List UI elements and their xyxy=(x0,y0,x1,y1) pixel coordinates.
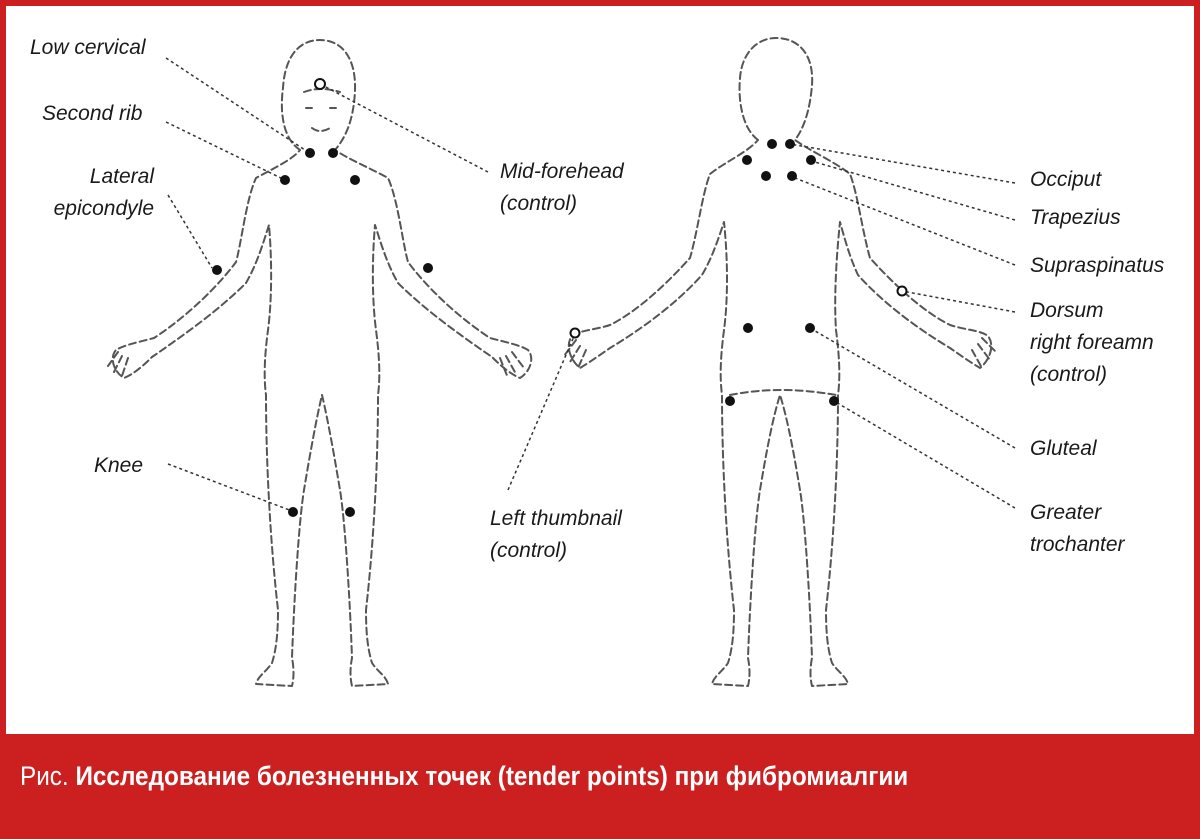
point-trapezius-right xyxy=(806,155,816,165)
leader-knee xyxy=(168,464,292,511)
leader-mid-forehead xyxy=(320,84,488,172)
point-occiput-right xyxy=(785,139,795,149)
point-lateral-epicondyle-right xyxy=(423,263,433,273)
point-second-rib-right xyxy=(350,175,360,185)
control-point-dorsum-forearm xyxy=(898,287,907,296)
point-low-cervical-left xyxy=(305,148,315,158)
point-gluteal-right xyxy=(805,323,815,333)
leader-supraspinatus xyxy=(790,176,1015,265)
point-supraspinatus-left xyxy=(761,171,771,181)
leader-lines xyxy=(166,58,1015,511)
leader-gluteal xyxy=(810,328,1015,448)
body-diagram xyxy=(6,6,1194,734)
control-point-mid-forehead xyxy=(315,79,325,89)
back-figure-outline xyxy=(569,38,992,686)
front-hands-fingers xyxy=(108,352,524,378)
point-occiput-left xyxy=(767,139,777,149)
label-left-thumbnail: Left thumbnail (control) xyxy=(490,507,622,562)
label-dorsum-forearm: Dorsum right foreamn (control) xyxy=(1030,299,1154,386)
label-second-rib: Second rib xyxy=(42,102,143,125)
point-knee-left xyxy=(288,507,298,517)
caption-text: Исследование болезненных точек (tender points) при фибромиалгии xyxy=(75,761,909,791)
label-lateral-epicondyle: Lateral epicondyle xyxy=(53,165,154,220)
leader-trapezius xyxy=(808,160,1015,220)
back-hands-fingers xyxy=(564,338,996,368)
front-figure-outline xyxy=(113,40,532,686)
point-second-rib-left xyxy=(280,175,290,185)
label-supraspinatus: Supraspinatus xyxy=(1030,254,1165,277)
point-knee-right xyxy=(345,507,355,517)
leader-low-cervical xyxy=(166,58,305,150)
label-trapezius: Trapezius xyxy=(1030,206,1121,229)
figure-caption xyxy=(20,752,908,800)
back-hip-line xyxy=(730,390,836,395)
point-trapezius-left xyxy=(742,155,752,165)
leader-lateral-epicondyle xyxy=(168,195,212,268)
caption-prefix: Рис. xyxy=(20,761,69,791)
point-greater-trochanter-left xyxy=(725,396,735,406)
label-low-cervical: Low cervical xyxy=(30,36,146,59)
diagram-panel xyxy=(6,6,1194,734)
leader-dorsum-forearm xyxy=(902,291,1015,312)
point-greater-trochanter-right xyxy=(829,396,839,406)
label-knee: Knee xyxy=(94,454,144,477)
label-occiput: Occiput xyxy=(1030,168,1102,191)
point-supraspinatus-right xyxy=(787,171,797,181)
leader-occiput xyxy=(790,144,1015,183)
leader-left-thumbnail xyxy=(508,334,575,490)
control-point-left-thumbnail xyxy=(571,329,580,338)
point-lateral-epicondyle-left xyxy=(212,265,222,275)
point-gluteal-left xyxy=(743,323,753,333)
label-mid-forehead: Mid-forehead (control) xyxy=(500,160,624,215)
leader-greater-trochanter xyxy=(834,401,1015,508)
point-low-cervical-right xyxy=(328,148,338,158)
label-gluteal: Gluteal xyxy=(1030,437,1097,460)
front-face-features xyxy=(304,89,340,131)
label-greater-trochanter: Greater trochanter xyxy=(1030,501,1125,556)
